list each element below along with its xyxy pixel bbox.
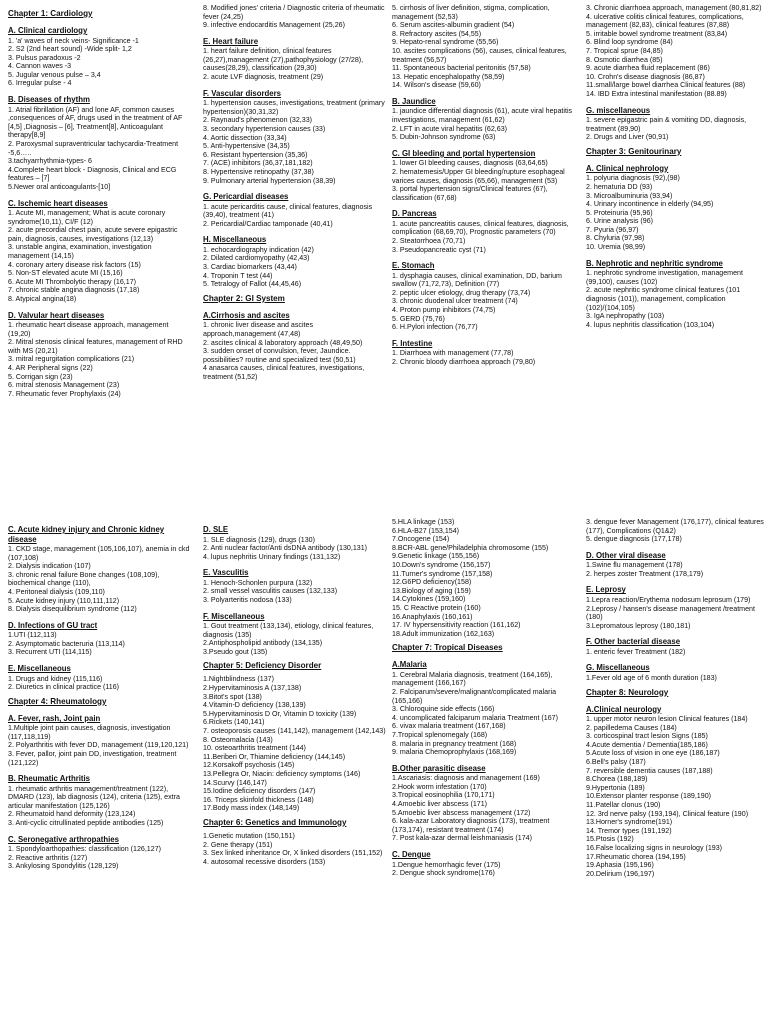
topic-item: 3. Anti-cyclic citrullinated peptide antibodies (125) [8, 819, 164, 828]
topic-item: 10.Extensor planter response (189,190) [586, 792, 712, 801]
topic-item: 3. Sex linked inheritance Or, X linked disorders (151,152) [203, 849, 383, 858]
topic-item: 1. 'a' waves of neck veins- Significance -1 [8, 36, 139, 45]
topic-item: 1.Swine flu management (178) [586, 561, 683, 570]
topic-item: 6. Serum ascites-albumin gradient (54) [392, 21, 515, 30]
topic-item: 1.Fever old age of 6 month duration (183) [586, 673, 717, 682]
topic-item: 16. Triceps skinfold thickness (148) [203, 795, 314, 804]
topic-item: 1. hypertension causes, investigations, treatment (primary hypertension)(30,31,32) [203, 99, 385, 116]
topic-item: 1. heart failure definition, clinical features (26,27),management (27),pathophysiology (27/28), causes(28,29), classification (29,30) [203, 47, 364, 73]
topic-item: 2. ascites clinical & laboratory approach (48,49,50) [203, 338, 363, 347]
topic-item: 6. Urine analysis (96) [586, 217, 654, 226]
topic-item: 4. coronary artery disease risk factors (15) [8, 260, 141, 269]
topic-item: 1. SLE diagnosis (129), drugs (130) [203, 535, 315, 544]
topic-item: 3. Polyarteritis nodosa (133) [203, 595, 292, 604]
topic-item: 1. upper motor neuron lesion Clinical features (184) [586, 715, 748, 724]
topic-item: 3. Chronic diarrhoea approach, management (80,81,82) [586, 4, 762, 12]
topic-item: 11. Spontaneous bacterial peritonitis (57,58) [392, 64, 531, 73]
topic-item: 4.Vitamin-D deficiency (138,139) [203, 701, 306, 710]
topic-item: 1.Nightblindness (137) [203, 675, 274, 684]
chapter-heading: Chapter 3: Genitourinary [586, 146, 682, 156]
section-heading: D. Infections of GU tract [8, 620, 98, 630]
topic-item: 5.Hypervitaminosis D Or, Vitamin D toxicity (139) [203, 709, 357, 718]
section-heading: F. Intestine [392, 338, 433, 348]
topic-item: 5. Tetralogy of Fallot (44,45,46) [203, 280, 302, 289]
topic-item: 1. Henoch-Schonlen purpura (132) [203, 578, 313, 587]
topic-item: 16.False localizing signs in neurology (193) [586, 843, 723, 852]
topic-item: 4. uncomplicated falciparum malaria Treatment (167) [392, 713, 558, 722]
section-heading: A. Fever, rash, Joint pain [8, 713, 101, 723]
topic-item: 1. nephrotic syndrome investigation, management (99,100), causes (102) [586, 269, 743, 286]
topic-item: 17.Rheumatic chorea (194,195) [586, 852, 686, 861]
topic-item: 3.tachyarrhythmia-types- 6 [8, 157, 92, 166]
topic-item: 6. Resistant hypertension (35,36) [203, 150, 308, 159]
topic-item: 8.Chorea (188,189) [586, 775, 648, 784]
topic-item: 2. Dilated cardiomyopathy (42,43) [203, 254, 310, 263]
topic-item: 17. IV hypersensitivity reaction (161,162) [392, 621, 521, 630]
topic-item: 1.Ascariasis: diagnosis and management (169) [392, 774, 540, 783]
topic-item: 3. Pulsus paradoxus -2 [8, 53, 81, 62]
section-heading: B. Nephrotic and nephritic syndrome [586, 258, 723, 268]
topic-item: 14.Cytokines (159,160) [392, 595, 466, 604]
topic-item: 4. Aortic dissection (33,34) [203, 133, 287, 142]
topic-item: 13. Hepatic encephalopathy (58,59) [392, 72, 505, 81]
topic-item: 5. dengue diagnosis (177,178) [586, 535, 682, 544]
topic-item: 6. Blind loop syndrome (84) [586, 38, 673, 47]
topic-item: 7. Pyuria (96,97) [586, 225, 639, 234]
topic-item: 2. herpes zoster Treatment (178,179) [586, 569, 704, 578]
topic-item: 9.Hypertonia (189) [586, 783, 645, 792]
topic-item: 8. Osmotic diarrhea (85) [586, 55, 663, 64]
topic-item: 4. ulcerative colitis clinical features, complications, management (82,83), clinical features (87,88) [586, 12, 744, 30]
topic-item: 2. Paroxysmal supraventricular tachycardia-Treatment -5,6….. [8, 139, 179, 157]
topic-item: 1.UTI (112,113) [8, 631, 57, 640]
topic-item: 3. Chloroquine side effects (166) [392, 705, 495, 714]
topic-item: 6. Acute MI Thrombolytic therapy (16,17) [8, 277, 137, 286]
topic-item: 6. mitral stenosis Management (23) [8, 381, 120, 390]
topic-item: 8. malaria in pregnancy treatment (168) [392, 739, 517, 748]
topic-item: 2. Raynaud's phenomenon (32,33) [203, 116, 313, 125]
topic-item: 4.Acute dementia / Dementia(185,186) [586, 740, 708, 749]
topic-item: 8.BCR-ABL gene/Philadelphia chromosome (155) [392, 543, 549, 552]
topic-item: 4.Amoebic liver abscess (171) [392, 800, 488, 809]
topic-item: 2. acute LVF diagnosis, treatment (29) [203, 73, 324, 82]
topic-item: 4. lupus nephritis Urinary findings (131,132) [203, 552, 341, 561]
topic-item: 5.Acute loss of vision in one eye (186,187) [586, 749, 720, 758]
topic-item: 6. kala-azar Laboratory diagnosis (173), treatment (173,174), resistant treatment (174) [392, 817, 550, 834]
topic-item: 1. Diarrhoea with management (77,78) [392, 349, 514, 358]
topic-item: 5. Dubin-Johnson syndrome (63) [392, 133, 496, 142]
section-heading: A. Clinical cardiology [8, 26, 88, 35]
topic-item: 4.Complete heart block - Diagnosis, Clinical and ECG features – [7] [8, 165, 177, 183]
topic-item: 7.Oncogene (154) [392, 535, 450, 544]
topic-item: 3. corticospinal tract lesion Signs (185) [586, 732, 708, 741]
topic-item: 6.Bell's palsy (187) [586, 758, 646, 766]
topic-item: 4. Cannon waves -3 [8, 62, 72, 71]
section-heading: G. Pericardial diseases [203, 192, 289, 202]
topic-item: 2. Rheumatoid hand deformity (123,124) [8, 810, 136, 819]
top-column-1 [8, 4, 192, 514]
topic-item: 3. unstable angina, examination, investigation management (14,15) [8, 243, 152, 260]
topic-item: 2.Leprosy / hansen's disease management /treatment (180) [586, 604, 755, 622]
topic-item: 2. S2 (2nd heart sound) -Wide split- 1,2 [8, 45, 132, 54]
topic-item: 1. Spondyloarthopathies: classification (126,127) [8, 845, 162, 854]
topic-item: 2. acute nephritic syndrome clinical features (101 diagnosis (101)), management, complication (102)/(104,105) [586, 286, 741, 312]
topic-item: 3. secondary hypertension causes (33) [203, 124, 326, 133]
topic-item: 6.HLA-B27 (153,154) [392, 526, 460, 535]
topic-item: 2. Dialysis indication (107) [8, 562, 91, 571]
topic-item: 9. acute diarrhea fluid replacement (86) [586, 64, 710, 73]
topic-item: 18.Adult immunization (162,163) [392, 629, 495, 638]
section-heading: A.Clinical neurology [586, 704, 662, 714]
topic-item: 1. CKD stage, management (105,106,107), anemia in ckd (107,108) [8, 545, 190, 562]
topic-item: 14. IBD Extra intestinal manifestation (88.89) [586, 89, 727, 98]
section-heading: G. Miscellaneous [586, 663, 650, 673]
topic-item: 4. Proton pump inhibitors (74,75) [392, 306, 496, 315]
topic-item: 1. enteric fever Treatment (182) [586, 647, 686, 656]
topic-item: 12.Korsakoff psychosis (145) [203, 761, 295, 770]
topic-item: 1.Lepra reaction/Erythema nodosum leprosum (179) [586, 595, 751, 604]
topic-item: 14. Tremor types (191,192) [586, 826, 672, 835]
section-heading: B. Rheumatic Arthritis [8, 774, 91, 784]
topic-item: 10. ascites complications (56), causes, clinical features, treatment (56,57) [392, 46, 567, 64]
topic-item: 3.Lepromatous leprosy (180,181) [586, 621, 691, 630]
topic-item: 4. autosomal recessive disorders (153) [203, 857, 326, 866]
topic-item: 3. Ankylosing Spondylitis (128,129) [8, 862, 119, 871]
topic-item: 2. Steatorrhoea (70,71) [392, 236, 466, 245]
topic-item: 4. Urinary incontinence in elderly (94,95) [586, 200, 714, 209]
topic-item: 1. polyuria diagnosis (92),(98) [586, 174, 680, 183]
topic-item: 2. small vessel vasculitis causes (132,133) [203, 587, 338, 596]
topic-item: 2. Falciparum/severe/malignant/complicated malaria (165,166) [392, 688, 557, 705]
topic-item: 5. irritable bowel syndrome treatment (83,84) [586, 29, 728, 38]
chapter-heading: Chapter 7: Tropical Diseases [392, 643, 503, 653]
chapter-heading: Chapter 1: Cardiology [8, 9, 93, 18]
topic-item: 3.Tropical eosinophilia (170,171) [392, 791, 495, 800]
topic-item: 2. Polyarthritis with fever DD, management (119,120,121) [8, 741, 189, 750]
section-heading: C. Ischemic heart diseases [8, 198, 108, 208]
section-heading: E. Heart failure [203, 36, 259, 46]
topic-item: 2. Drugs and Liver (90,91) [586, 133, 669, 142]
topic-item: 1. rheumatic heart disease approach, management (19,20) [8, 321, 169, 338]
section-heading: D. SLE [203, 525, 229, 534]
topic-item: 4. Troponin T test (44) [203, 271, 273, 280]
bottom-column-1 [8, 518, 192, 1022]
topic-item: 13.Pellegra Or, Niacin: deficiency symptoms (146) [203, 769, 361, 778]
topic-item: 7. Rheumatic fever Prophylaxis (24) [8, 389, 121, 398]
top-column-2 [203, 4, 387, 514]
topic-item: 5. cirrhosis of liver definition, stigma, complication, management (52,53) [392, 4, 550, 21]
topic-item: 15.Ptosis (192) [586, 835, 634, 844]
section-heading: E. Leprosy [586, 585, 626, 595]
section-heading: F. Vascular disorders [203, 88, 282, 98]
topic-item: 1. chronic liver disease and ascites approach,management (47,48) [203, 321, 314, 338]
bottom-column-2 [203, 518, 387, 1022]
topic-item: 3. mitral regurgitation complications (21) [8, 355, 135, 364]
topic-item: 9. Pulmonary arterial hypertension (38,39) [203, 176, 336, 185]
topic-item: 7. Post kala-azar dermal leishmaniasis (174) [392, 834, 532, 843]
section-heading: B. Diseases of rhythm [8, 95, 90, 105]
section-heading: F. Other bacterial disease [586, 637, 681, 647]
topic-item: 5. Proteinuria (95,96) [586, 208, 653, 217]
topic-item: 10.Down's syndrome (156,157) [392, 560, 491, 569]
bottom-column-3 [392, 518, 576, 1022]
topic-item: 2. Diuretics in clinical practice (116) [8, 683, 120, 692]
topic-item: 5. Non-ST elevated acute MI (15,16) [8, 269, 123, 278]
topic-item: 1. Gout treatment (133,134), etiology, clinical features, diagnosis (135) [203, 622, 374, 639]
topic-item: 1. acute pericarditis cause, clinical features, diagnosis (39,40), treatment (41) [203, 202, 373, 220]
topic-item: 4 anasarca causes, clinical features, investigations, treatment (51,52) [203, 364, 365, 381]
topic-item: 5.Amoebic liver abscess management (172) [392, 808, 531, 817]
topic-item: 1. dysphagia causes, clinical examination, DD, barium swallow (71,72,73), Definition (77) [392, 271, 562, 289]
top-column-4 [586, 4, 768, 514]
topic-item: 6. Irregular pulse - 4 [8, 79, 72, 88]
topic-item: 2.Hook worm infestation (170) [392, 782, 487, 791]
topic-item: 9. malaria Chemoprophylaxis (168,169) [392, 748, 517, 757]
topic-item: 9. infective endocarditis Management (25,26) [203, 21, 345, 30]
topic-item: 2. Mitral stenosis clinical features, management of RHD with MS (20,21) [8, 338, 183, 355]
topic-item: 17.Body mass index (148,149) [203, 804, 300, 813]
section-heading: E. Miscellaneous [8, 664, 71, 674]
topic-item: 8. Hypertensive retinopathy (37,38) [203, 167, 314, 176]
topic-item: 2. Dengue shock syndrome(176) [392, 869, 495, 878]
topic-item: 3.Bitot's spot (138) [203, 692, 262, 701]
topic-item: 6. H.Pylori infection (76,77) [392, 323, 478, 332]
topic-item: 1. severe epigastric pain & vomiting DD, diagnosis, treatment (89,90) [586, 116, 747, 133]
topic-item: 7. chronic stable angina diagnosis (17,18) [8, 286, 140, 295]
topic-item: 5. Acute kidney injury (110,111,112) [8, 596, 120, 605]
topic-item: 5. Anti-hypertensive (34,35) [203, 142, 290, 151]
topic-item: 1. acute pancreatitis causes, clinical features, diagnosis, complication (68,69,70), Prognostic parameters (70) [392, 219, 569, 237]
chapter-heading: Chapter 6: Genetics and Immunology [203, 817, 347, 827]
topic-item: 8. Dialysis disequilibrium syndrome (112) [8, 605, 137, 614]
topic-item: 3. chronic duodenal ulcer treatment (74) [392, 297, 518, 306]
topic-item: 2. papilledema Causes (184) [586, 723, 677, 732]
topic-item: 1. jaundice differential diagnosis (61), acute viral hepatitis investigations, management (61,62) [392, 107, 573, 125]
topic-item: 7. osteoporosis causes (141,142), management (142,143) [203, 727, 386, 735]
topic-item: 3. Recurrent UTI (114,115) [8, 648, 92, 657]
topic-item: 2.Hypervitaminosis A (137,138) [203, 684, 302, 693]
topic-item: 1. Acute MI, management; What is acute coronary syndrome(10,11), CI/F (12) [8, 209, 166, 226]
topic-item: 7.Tropical splenomegaly (168) [392, 730, 488, 739]
section-heading: A. Clinical nephrology [586, 163, 669, 173]
section-heading: D. Valvular heart diseases [8, 310, 105, 320]
topic-item: 1. lower GI bleeding causes, diagnosis (63,64,65) [392, 159, 548, 168]
topic-item: 2. Chronic bloody diarrhoea approach (79,80) [392, 357, 536, 366]
section-heading: C. Seronegative arthropathies [8, 834, 119, 844]
topic-item: 12.G6PD deficiency(158) [392, 578, 472, 587]
section-heading: B.Other parasitic disease [392, 763, 486, 773]
topic-item: 2. peptic ulcer etiology, drug therapy (73,74) [392, 288, 531, 297]
section-heading: D. Pancreas [392, 209, 437, 219]
topic-item: 2. Pericardial/Cardiac tamponade (40,41) [203, 219, 333, 228]
topic-item: 3. Cardiac biomarkers (43,44) [203, 263, 297, 272]
topic-item: 2. Gene therapy (151) [203, 840, 273, 849]
chapter-heading: Chapter 5: Deficiency Disorder [203, 661, 322, 671]
topic-item: 5.HLA linkage (153) [392, 518, 455, 526]
topic-item: 7. Tropical sprue (84,85) [586, 46, 663, 55]
section-heading: F. Miscellaneous [203, 611, 265, 621]
section-heading: E. Vasculitis [203, 568, 249, 578]
section-heading: A.Malaria [392, 660, 427, 670]
section-heading: C. Dengue [392, 850, 431, 859]
topic-item: 2. hematemesis/Upper GI bleeding/rupture esophageal varices causes, diagnosis (65,66), management (53) [392, 167, 565, 185]
topic-item: 10. osteoarthritis treatment (144) [203, 744, 306, 753]
topic-item: 3. Pseudopancreatic cyst (71) [392, 245, 486, 254]
topic-item: 4. AR Peripheral signs (22) [8, 364, 93, 372]
topic-item: 1. Atrial fibrillation (AF) and lone AF, common causes ,consequences of AF, drugs used in the treatment of AF [4,5] ,Diagnosis – [6], Treatment[8], Anticoagulant therapy[8,9] [8, 105, 183, 140]
topic-item: 1.Dengue hemorrhagic fever (175) [392, 860, 501, 869]
topic-item: 8. Chyluria (97,98) [586, 234, 645, 243]
topic-item: 14. Wilson's disease (59,60) [392, 81, 481, 90]
topic-item: 5. Jugular venous pulse – 3,4 [8, 70, 101, 79]
topic-item: 6. vivax malaria treatment (167,168) [392, 722, 506, 731]
chapter-heading: Chapter 8: Neurology [586, 687, 669, 697]
topic-item: 9.Genetic linkage (155,156) [392, 552, 480, 561]
topic-item: 9. Hepato-renal syndrome (55,56) [392, 38, 499, 47]
topic-item: 7. (ACE) inhibitors (36,37,181,182) [203, 159, 313, 168]
topic-item: 3. IgA nephropathy (103) [586, 312, 665, 321]
topic-item: 3. dengue fever Management (176,177), clinical features (177), Complications (Q1&2) [586, 518, 764, 535]
topic-item: 15. C Reactive protein (160) [392, 603, 481, 612]
topic-item: 11.small/large bowel diarrhea Clinical features (88) [586, 81, 746, 90]
section-heading: H. Miscellaneous [203, 235, 267, 245]
topic-item: 3. Fever, pallor, joint pain DD, investigation, treatment (121,122) [8, 750, 177, 767]
topic-item: 2. hematuria DD (93) [586, 182, 653, 191]
topic-item: 4. Peritoneal dialysis (109,110) [8, 587, 105, 596]
section-heading: E. Stomach [392, 261, 435, 271]
topic-item: 16.Anaphylaxis (160,161) [392, 612, 473, 621]
topic-item: 11.Patellar clonus (190) [586, 800, 661, 809]
topic-item: 1.Genetic mutation (150,151) [203, 831, 295, 840]
topic-item: 11.Beriberi Or, Thiamine deficiency (144,145) [203, 752, 346, 761]
topic-item: 20.Delirium (196,197) [586, 869, 655, 878]
topic-item: 3. sudden onset of convulsion, fever, Jaundice. possibilities? routine and specialized test (50,51) [203, 347, 356, 364]
topic-item: 2.Antiphospholipid antibody (134,135) [203, 639, 323, 648]
topic-item: 11.Turner's syndrome (157,158) [392, 569, 493, 578]
topic-item: 8. Modified jones' criteria / Diagnostic criteria of rheumatic fever (24,25) [203, 4, 385, 21]
chapter-heading: Chapter 2: GI System [203, 293, 285, 303]
topic-item: 14.Scurvy (146,147) [203, 778, 267, 787]
topic-item: 1. rheumatic arthritis management/treatment (122), DMARD (123), lab diagnosis (124), criteria (125), extra articular manifestation (125,126) [8, 784, 180, 810]
section-heading: C. Acute kidney injury and Chronic kidney disease [8, 525, 165, 544]
topic-item: 8. Osteomalacia (143) [203, 735, 273, 744]
topic-item: 5. GERD (75,76) [392, 314, 445, 323]
topic-item: 2. Asymptomatic bacteruria (113,114) [8, 639, 125, 648]
section-heading: C. GI bleeding and portal hypertension [392, 148, 536, 158]
topic-item: 2. acute precordial chest pain, acute severe epigastric pain, diagnosis, causes, investigations (12,13) [8, 226, 178, 243]
chapter-heading: Chapter 4: Rheumatology [8, 696, 107, 706]
topic-item: 13.Biology of aging (159) [392, 586, 471, 595]
bottom-column-4 [586, 518, 768, 1022]
topic-item: 8. Refractory ascites (54,55) [392, 29, 482, 38]
topic-item: 8. Atypical angina(18) [8, 294, 77, 303]
topic-item: 1. echocardiography indication (42) [203, 245, 314, 254]
topic-item: 2. Anti nuclear factor/Anti dsDNA antibody (130,131) [203, 544, 368, 553]
topic-item: 3. Microalbuminuria (93,94) [586, 191, 673, 200]
topic-item: 3.Pseudo gout (135) [203, 647, 268, 656]
topic-item: 5.Newer oral anticoagulants-[10] [8, 182, 111, 191]
topic-item: 1.Multiple joint pain causes, diagnosis, investigation (117,118,119) [8, 724, 171, 741]
topic-item: 10. Uremia (98,99) [586, 243, 646, 252]
topic-item: 13.Horner's syndrome(191) [586, 818, 673, 827]
topic-item: 3. portal hypertension signs/Clinical features (67), classification (67,68) [392, 185, 548, 202]
topic-item: 15.Iodine deficiency disorders (147) [203, 787, 316, 796]
topic-item: 1. Cerebral Malaria diagnosis, treatment (164,165), management (166,167) [392, 670, 553, 688]
topic-item: 12. 3rd nerve palsy (193,194), Clinical feature (190) [586, 809, 749, 818]
section-heading: A.Cirrhosis and ascites [203, 310, 290, 320]
topic-item: 10. Crohn's disease diagnosis (86,87) [586, 72, 705, 81]
section-heading: G. miscellaneous [586, 105, 651, 115]
topic-item: 1. Drugs and kidney (115,116) [8, 674, 103, 683]
top-column-3 [392, 4, 576, 514]
topic-item: 19.Aphasia (195,196) [586, 861, 654, 870]
topic-item: 2. LFT in acute viral hepatitis (62,63) [392, 124, 508, 133]
topic-item: 2. Reactive arthritis (127) [8, 853, 88, 862]
topic-item: 6.Rickets (140,141) [203, 718, 265, 727]
topic-item: 3. chronic renal failure Bone changes (108,109), biochemical change (110), [8, 570, 160, 588]
topic-item: 7. reversible dementia causes (187,188) [586, 766, 713, 775]
section-heading: B. Jaundice [392, 96, 436, 106]
section-heading: D. Other viral disease [586, 550, 666, 560]
topic-item: 5. Corrigan sign (23) [8, 372, 73, 381]
topic-item: 4. lupus nephritis classification (103,104) [586, 320, 715, 329]
